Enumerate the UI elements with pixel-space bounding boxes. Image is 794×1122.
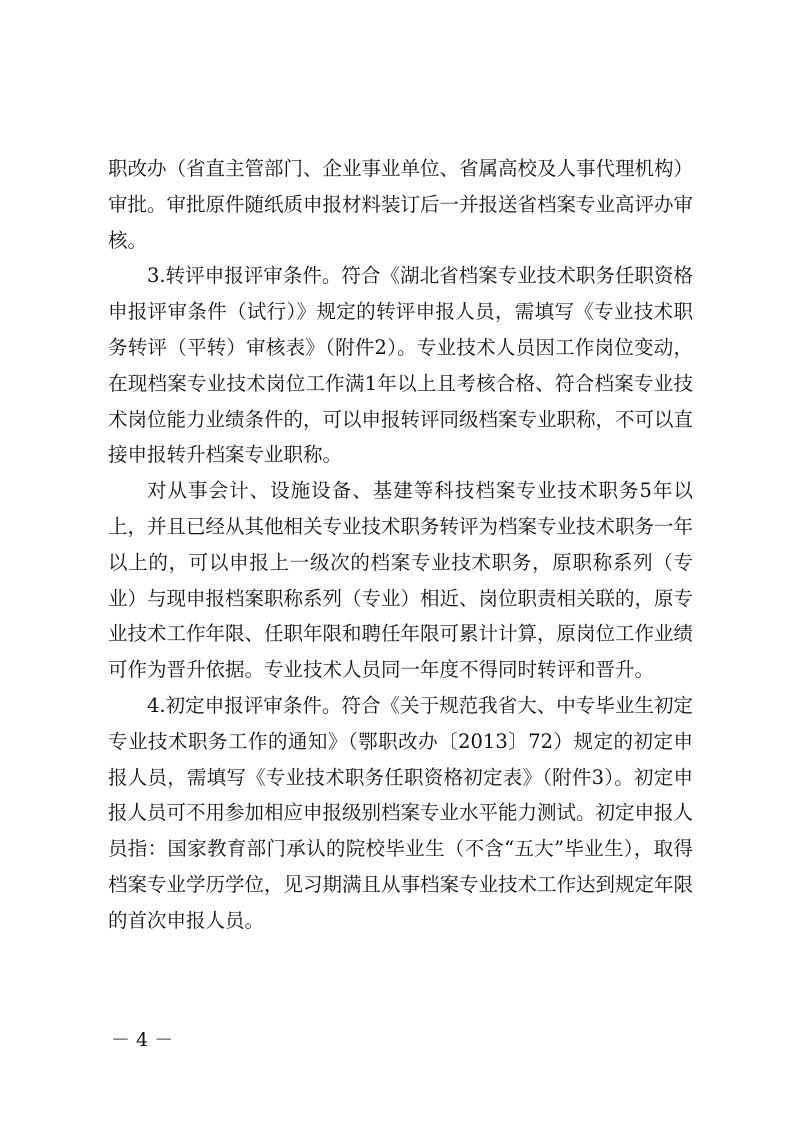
paragraph-initial-conditions: 4.初定申报评审条件。符合《关于规范我省大、中专毕业生初定专业技术职务工作的通知》（鄂职改办〔2013〕72）规定的初定申报人员，需填写《专业技术职务任职资格初定表》（附件3）。初定申报人员可不用参加相应申报级别档案专业水平能力测试。初定申报人员指：国家教育部门承认的院校毕业生（不含“五大”毕业生），取得档案专业学历学位，见习期满且从事档案专业技术工作达到规定年限的首次申报人员。: [108, 693, 694, 932]
paragraph-approval-continued: 职改办（省直主管部门、企业事业单位、省属高校及人事代理机构）审批。审批原件随纸质申报材料装订后一并报送省档案专业高评办审核。: [108, 157, 694, 252]
page-number: － 4 －: [111, 1029, 174, 1051]
body-text: [108, 151, 693, 939]
paragraph-tech-archives: 对从事会计、设施设备、基建等科技档案专业技术职务5年以上，并且已经从其他相关专业技术职务转评为档案专业技术职务一年以上的，可以申报上一级次的档案专业技术职务，原职称系列（专业）与现申报档案职称系列（专业）相近、岗位职责相关联的，原专业技术工作年限、任职年限和聘任年限可累计计算，原岗位工作业绩可作为晋升依据。专业技术人员同一年度不得同时转评和晋升。: [108, 479, 694, 682]
paragraph-transfer-conditions: 3.转评申报评审条件。符合《湖北省档案专业技术职务任职资格申报评审条件（试行）》规定的转评申报人员，需填写《专业技术职务转评（平转）审核表》（附件2）。专业技术人员因工作岗位变动，在现档案专业技术岗位工作满1年以上且考核合格、符合档案专业技术岗位能力业绩条件的，可以申报转评同级档案专业职称，不可以直接申报转升档案专业职称。: [108, 264, 694, 467]
